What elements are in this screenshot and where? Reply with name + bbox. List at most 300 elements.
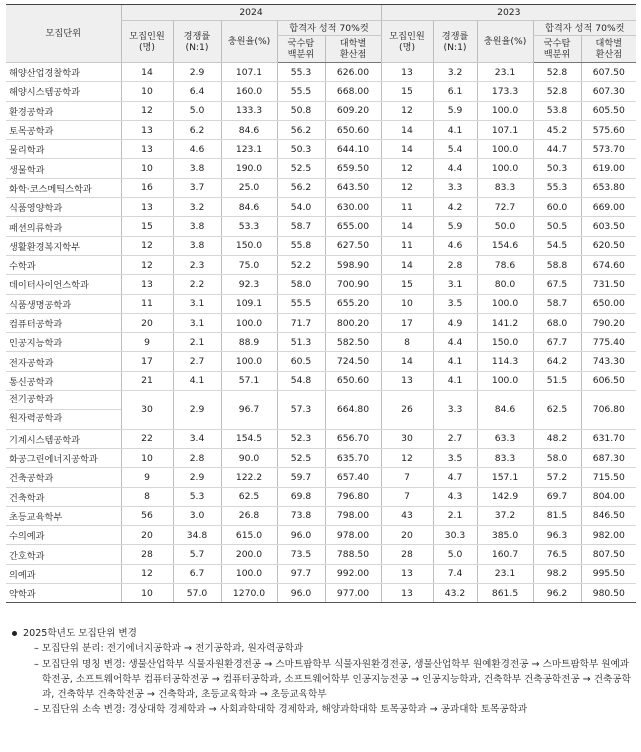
cell-ratio-2024: 3.7 <box>173 178 221 197</box>
cell-quota-2023: 7 <box>381 468 433 487</box>
cell-suneung-2023: 50.5 <box>533 217 581 236</box>
cell-fill-2023: 141.2 <box>477 313 533 332</box>
cell-ratio-2024: 2.9 <box>173 63 221 82</box>
cell-univ-2023: 743.30 <box>581 352 636 371</box>
header-unit: 모집단위 <box>6 5 121 63</box>
cell-suneung-2023: 60.0 <box>533 198 581 217</box>
note-affiliation: 모집단위 소속 변경: 경상대학 경제학과 → 사회과학대학 경제학과, 해양과학대학 토목공학과 → 공과대학 토목공학과 <box>41 704 528 716</box>
table-row <box>6 352 636 371</box>
cell-fill-2023: 114.3 <box>477 352 533 371</box>
cell-ratio-2024: 5.7 <box>173 545 221 564</box>
cell-univ-2023: 603.50 <box>581 217 636 236</box>
cell-fill-2024: 84.6 <box>221 198 277 217</box>
cell-fill-2023: 100.0 <box>477 371 533 390</box>
cell-fill-2023: 861.5 <box>477 584 533 603</box>
cell-fill-2024: 57.1 <box>221 371 277 390</box>
cell-quota-2023: 14 <box>381 217 433 236</box>
cell-quota-2024: 13 <box>121 198 173 217</box>
cell-suneung-2024: 55.5 <box>277 294 325 313</box>
cell-suneung-2023: 67.7 <box>533 333 581 352</box>
cell-univ-2024: 609.20 <box>325 101 381 120</box>
header-year-2024: 2024 <box>121 5 381 21</box>
cell-quota-2024: 13 <box>121 120 173 139</box>
cell-suneung-2024: 54.8 <box>277 371 325 390</box>
cell-ratio-2023: 2.1 <box>433 506 477 525</box>
cell-univ-2023: 607.30 <box>581 82 636 101</box>
cell-fill-2024: 154.5 <box>221 429 277 448</box>
cell-suneung-2023: 96.3 <box>533 526 581 545</box>
table-row <box>6 178 636 197</box>
row-unit-name: 수의예과 <box>6 526 121 545</box>
cell-fill-2023: 100.0 <box>477 294 533 313</box>
cell-suneung-2023: 57.2 <box>533 468 581 487</box>
cell-univ-2024: 977.00 <box>325 584 381 603</box>
cell-quota-2023: 12 <box>381 178 433 197</box>
cell-quota-2023: 12 <box>381 101 433 120</box>
cell-quota-2024: 14 <box>121 63 173 82</box>
header-univ-2024: 대학별 환산점 <box>325 36 381 63</box>
cell-quota-2024: 10 <box>121 159 173 178</box>
cell-univ-2024: 659.50 <box>325 159 381 178</box>
cell-fill-2023: 150.0 <box>477 333 533 352</box>
table-row <box>6 140 636 159</box>
cell-univ-2024: 656.70 <box>325 429 381 448</box>
cell-suneung-2024: 52.3 <box>277 429 325 448</box>
cell-ratio-2023: 4.6 <box>433 236 477 255</box>
cell-quota-2023: 15 <box>381 82 433 101</box>
cell-univ-2023: 575.60 <box>581 120 636 139</box>
cell-ratio-2023: 4.1 <box>433 120 477 139</box>
cell-quota-2024: 20 <box>121 313 173 332</box>
cell-ratio-2024: 3.1 <box>173 313 221 332</box>
header-suneung-2024: 국수탐 백분위 <box>277 36 325 63</box>
cell-suneung-2024: 50.8 <box>277 101 325 120</box>
table-row <box>6 63 636 82</box>
cell-univ-2023: 804.00 <box>581 487 636 506</box>
cell-suneung-2023: 81.5 <box>533 506 581 525</box>
cell-quota-2023: 26 <box>381 391 433 430</box>
cell-suneung-2023: 44.7 <box>533 140 581 159</box>
cell-fill-2024: 150.0 <box>221 236 277 255</box>
cell-ratio-2024: 34.8 <box>173 526 221 545</box>
cell-fill-2023: 63.3 <box>477 429 533 448</box>
cell-ratio-2023: 4.2 <box>433 198 477 217</box>
cell-suneung-2023: 58.0 <box>533 448 581 467</box>
cell-ratio-2024: 57.0 <box>173 584 221 603</box>
cell-suneung-2023: 55.3 <box>533 178 581 197</box>
cell-univ-2023: 674.60 <box>581 255 636 274</box>
cell-univ-2023: 620.50 <box>581 236 636 255</box>
row-unit-name: 약학과 <box>6 584 121 603</box>
cell-univ-2024: 655.00 <box>325 217 381 236</box>
cell-univ-2024: 800.20 <box>325 313 381 332</box>
row-unit-name: 토목공학과 <box>6 120 121 139</box>
cell-quota-2023: 10 <box>381 294 433 313</box>
table-row <box>6 294 636 313</box>
header-year-2023: 2023 <box>381 5 636 21</box>
cell-fill-2023: 160.7 <box>477 545 533 564</box>
cell-suneung-2024: 69.8 <box>277 487 325 506</box>
header-fill-2024: 충원율(%) <box>221 21 277 63</box>
cell-quota-2023: 12 <box>381 159 433 178</box>
cell-univ-2023: 605.50 <box>581 101 636 120</box>
cell-fill-2023: 78.6 <box>477 255 533 274</box>
cell-suneung-2023: 69.7 <box>533 487 581 506</box>
cell-suneung-2024: 55.3 <box>277 63 325 82</box>
cell-ratio-2024: 2.8 <box>173 448 221 467</box>
cell-fill-2024: 615.0 <box>221 526 277 545</box>
note-item: – 모집단위 분리: 전기에너지공학과 → 전기공학과, 원자력공학과 <box>34 643 304 655</box>
cell-quota-2023: 20 <box>381 526 433 545</box>
cell-quota-2023: 13 <box>381 564 433 583</box>
cell-quota-2024: 22 <box>121 429 173 448</box>
cell-ratio-2024: 2.9 <box>173 468 221 487</box>
cell-quota-2023: 13 <box>381 584 433 603</box>
cell-fill-2024: 100.0 <box>221 313 277 332</box>
cell-fill-2023: 385.0 <box>477 526 533 545</box>
cell-ratio-2024: 2.2 <box>173 275 221 294</box>
cell-univ-2024: 657.40 <box>325 468 381 487</box>
cell-fill-2024: 88.9 <box>221 333 277 352</box>
note-item: – 모집단위 명칭 변경: 생물산업학부 식물자원환경전공 → 스마트팜학부 식물자원환경전공, 생물산업학부 원예환경전공 → 스마트팜학부 원예과학전공, 소프트웨어학부 컴퓨터공학전공 → 컴퓨터공학과, 소프트웨어학부 인공지능전공 → 인공지능학과, 건축학부 건축공학전공 → 건축공학과, 건축학부 건축학전공 → 건축학과, 초등교육학과 → 초등교육학부 <box>34 658 631 701</box>
cell-univ-2023: 790.20 <box>581 313 636 332</box>
cell-univ-2023: 715.50 <box>581 468 636 487</box>
cell-fill-2023: 84.6 <box>477 391 533 430</box>
cell-fill-2024: 1270.0 <box>221 584 277 603</box>
cell-suneung-2024: 96.0 <box>277 584 325 603</box>
table-row <box>6 159 636 178</box>
cell-quota-2023: 14 <box>381 255 433 274</box>
cell-suneung-2024: 55.5 <box>277 82 325 101</box>
row-unit-name: 생물학과 <box>6 159 121 178</box>
row-unit-name: 기계시스템공학과 <box>6 429 121 448</box>
cell-univ-2023: 669.00 <box>581 198 636 217</box>
cell-ratio-2023: 4.4 <box>433 159 477 178</box>
row-unit-name: 의예과 <box>6 564 121 583</box>
cell-univ-2024: 598.90 <box>325 255 381 274</box>
cell-quota-2024: 9 <box>121 333 173 352</box>
row-unit-name <box>6 391 121 430</box>
cell-suneung-2023: 48.2 <box>533 429 581 448</box>
cell-suneung-2023: 51.5 <box>533 371 581 390</box>
cell-ratio-2024: 2.7 <box>173 352 221 371</box>
cell-univ-2023: 706.80 <box>581 391 636 430</box>
cell-univ-2024: 796.80 <box>325 487 381 506</box>
cell-ratio-2024: 6.2 <box>173 120 221 139</box>
cell-univ-2024: 664.80 <box>325 391 381 430</box>
cell-suneung-2024: 97.7 <box>277 564 325 583</box>
cell-fill-2023: 157.1 <box>477 468 533 487</box>
cell-quota-2023: 28 <box>381 545 433 564</box>
cell-suneung-2023: 58.8 <box>533 255 581 274</box>
cell-suneung-2024: 58.7 <box>277 217 325 236</box>
row-unit-name: 식품영양학과 <box>6 198 121 217</box>
cell-fill-2023: 83.3 <box>477 448 533 467</box>
cell-fill-2023: 23.1 <box>477 564 533 583</box>
cell-ratio-2023: 5.4 <box>433 140 477 159</box>
cell-quota-2024: 15 <box>121 217 173 236</box>
cell-suneung-2024: 71.7 <box>277 313 325 332</box>
change-notes <box>10 626 632 718</box>
cell-ratio-2023: 6.1 <box>433 82 477 101</box>
cell-univ-2024: 798.00 <box>325 506 381 525</box>
cell-fill-2024: 100.0 <box>221 564 277 583</box>
table-row <box>6 429 636 448</box>
cell-quota-2024: 10 <box>121 82 173 101</box>
notes-title-text: 2025학년도 모집단위 변경 <box>23 628 137 639</box>
cell-fill-2023: 100.0 <box>477 140 533 159</box>
cell-univ-2024: 630.00 <box>325 198 381 217</box>
cell-suneung-2023: 62.5 <box>533 391 581 430</box>
table-row <box>6 468 636 487</box>
cell-ratio-2023: 4.4 <box>433 333 477 352</box>
table-row <box>6 255 636 274</box>
cell-ratio-2023: 43.2 <box>433 584 477 603</box>
cell-quota-2024: 21 <box>121 371 173 390</box>
cell-quota-2023: 12 <box>381 448 433 467</box>
cell-quota-2024: 9 <box>121 468 173 487</box>
cell-univ-2023: 573.70 <box>581 140 636 159</box>
cell-fill-2024: 96.7 <box>221 391 277 430</box>
cell-ratio-2024: 4.6 <box>173 140 221 159</box>
table-row <box>6 526 636 545</box>
cell-quota-2024: 10 <box>121 584 173 603</box>
cell-quota-2023: 11 <box>381 236 433 255</box>
cell-fill-2023: 37.2 <box>477 506 533 525</box>
cell-ratio-2023: 3.3 <box>433 391 477 430</box>
cell-suneung-2024: 57.3 <box>277 391 325 430</box>
cell-ratio-2023: 3.5 <box>433 448 477 467</box>
table-row <box>6 506 636 525</box>
cell-suneung-2023: 68.0 <box>533 313 581 332</box>
cell-suneung-2024: 51.3 <box>277 333 325 352</box>
cell-suneung-2024: 73.8 <box>277 506 325 525</box>
cell-quota-2024: 13 <box>121 275 173 294</box>
cell-quota-2023: 17 <box>381 313 433 332</box>
cell-quota-2024: 13 <box>121 140 173 159</box>
cell-ratio-2023: 4.1 <box>433 352 477 371</box>
cell-univ-2023: 980.50 <box>581 584 636 603</box>
cell-ratio-2024: 3.1 <box>173 294 221 313</box>
cell-fill-2024: 26.8 <box>221 506 277 525</box>
row-unit-name: 환경공학과 <box>6 101 121 120</box>
cell-suneung-2024: 56.2 <box>277 178 325 197</box>
cell-suneung-2023: 58.7 <box>533 294 581 313</box>
cell-univ-2023: 775.40 <box>581 333 636 352</box>
cell-quota-2023: 13 <box>381 371 433 390</box>
cell-ratio-2023: 4.9 <box>433 313 477 332</box>
cell-univ-2024: 650.60 <box>325 120 381 139</box>
cell-suneung-2024: 58.0 <box>277 275 325 294</box>
cell-ratio-2024: 2.9 <box>173 391 221 430</box>
cell-suneung-2024: 52.5 <box>277 159 325 178</box>
cell-ratio-2023: 7.4 <box>433 564 477 583</box>
cell-quota-2024: 30 <box>121 391 173 430</box>
cell-quota-2024: 12 <box>121 564 173 583</box>
cell-fill-2024: 107.1 <box>221 63 277 82</box>
cell-suneung-2024: 60.5 <box>277 352 325 371</box>
cell-ratio-2023: 3.2 <box>433 63 477 82</box>
cell-quota-2023: 43 <box>381 506 433 525</box>
notes-title <box>10 626 632 641</box>
cell-quota-2023: 13 <box>381 63 433 82</box>
header-quota-2024: 모집인원 (명) <box>121 21 173 63</box>
row-unit-name: 화공그린에너지공학과 <box>6 448 121 467</box>
table-row <box>6 564 636 583</box>
cell-ratio-2023: 2.8 <box>433 255 477 274</box>
cell-fill-2023: 100.0 <box>477 159 533 178</box>
cell-quota-2024: 11 <box>121 294 173 313</box>
cell-univ-2023: 731.50 <box>581 275 636 294</box>
table-body <box>6 63 636 603</box>
row-unit-name: 간호학과 <box>6 545 121 564</box>
bullet-icon <box>12 631 17 636</box>
cell-quota-2024: 20 <box>121 526 173 545</box>
row-unit-name-line: 전기공학과 <box>9 391 121 410</box>
cell-ratio-2023: 2.7 <box>433 429 477 448</box>
cell-suneung-2024: 56.2 <box>277 120 325 139</box>
cell-ratio-2024: 3.0 <box>173 506 221 525</box>
cell-suneung-2023: 52.8 <box>533 82 581 101</box>
cell-univ-2023: 982.00 <box>581 526 636 545</box>
cell-ratio-2023: 4.1 <box>433 371 477 390</box>
cell-ratio-2023: 5.9 <box>433 217 477 236</box>
cell-univ-2023: 995.50 <box>581 564 636 583</box>
row-unit-name: 건축공학과 <box>6 468 121 487</box>
cell-suneung-2024: 73.5 <box>277 545 325 564</box>
header-fill-2023: 충원율(%) <box>477 21 533 63</box>
cell-fill-2024: 62.5 <box>221 487 277 506</box>
cell-quota-2023: 7 <box>381 487 433 506</box>
cell-univ-2023: 607.50 <box>581 63 636 82</box>
row-unit-name: 건축학과 <box>6 487 121 506</box>
cell-ratio-2023: 5.0 <box>433 545 477 564</box>
row-unit-name: 통신공학과 <box>6 371 121 390</box>
cell-fill-2023: 173.3 <box>477 82 533 101</box>
header-ratio-2024: 경쟁률 (N:1) <box>173 21 221 63</box>
cell-fill-2023: 83.3 <box>477 178 533 197</box>
cell-ratio-2024: 3.8 <box>173 236 221 255</box>
cell-fill-2024: 123.1 <box>221 140 277 159</box>
cell-fill-2024: 92.3 <box>221 275 277 294</box>
header-quota-2023: 모집인원 (명) <box>381 21 433 63</box>
row-unit-name: 해양시스템공학과 <box>6 82 121 101</box>
cell-quota-2023: 14 <box>381 120 433 139</box>
cell-quota-2023: 15 <box>381 275 433 294</box>
row-unit-name: 인공지능학과 <box>6 333 121 352</box>
header-suneung-2023: 국수탐 백분위 <box>533 36 581 63</box>
cell-ratio-2024: 2.1 <box>173 333 221 352</box>
cell-suneung-2023: 96.2 <box>533 584 581 603</box>
row-unit-name: 패션의류학과 <box>6 217 121 236</box>
cell-suneung-2024: 96.0 <box>277 526 325 545</box>
cell-suneung-2024: 52.2 <box>277 255 325 274</box>
cell-fill-2024: 100.0 <box>221 352 277 371</box>
cell-suneung-2023: 53.8 <box>533 101 581 120</box>
table-row <box>6 101 636 120</box>
cell-ratio-2023: 30.3 <box>433 526 477 545</box>
cell-quota-2024: 56 <box>121 506 173 525</box>
cell-ratio-2023: 5.9 <box>433 101 477 120</box>
cell-fill-2023: 154.6 <box>477 236 533 255</box>
cell-univ-2024: 626.00 <box>325 63 381 82</box>
table-row <box>6 545 636 564</box>
cell-ratio-2023: 3.3 <box>433 178 477 197</box>
cell-suneung-2023: 98.2 <box>533 564 581 583</box>
cell-suneung-2023: 67.5 <box>533 275 581 294</box>
cell-suneung-2023: 76.5 <box>533 545 581 564</box>
cell-fill-2024: 160.0 <box>221 82 277 101</box>
cell-suneung-2024: 59.7 <box>277 468 325 487</box>
note-rename: 모집단위 명칭 변경: 생물산업학부 식물자원환경전공 → 스마트팜학부 식물자원환경전공, 생물산업학부 원예환경전공 → 스마트팜학부 원예과학전공, 소프트웨어학부 컴퓨터공학전공 → 컴퓨터공학과, 소프트웨어학부 인공지능전공 → 인공지능학과, 건축학부 건축공학전공 → 건축공학과, 건축학부 건축학전공 → 건축학과, 초등교육학과 → 초등교육학부 <box>41 658 631 701</box>
cell-univ-2023: 687.30 <box>581 448 636 467</box>
cell-fill-2024: 75.0 <box>221 255 277 274</box>
cell-suneung-2023: 64.2 <box>533 352 581 371</box>
row-unit-name: 생활환경복지학부 <box>6 236 121 255</box>
cell-quota-2024: 12 <box>121 255 173 274</box>
row-unit-name: 물리학과 <box>6 140 121 159</box>
table-row <box>6 584 636 603</box>
table-row <box>6 198 636 217</box>
cell-ratio-2024: 3.8 <box>173 217 221 236</box>
cell-fill-2024: 90.0 <box>221 448 277 467</box>
cell-fill-2023: 100.0 <box>477 101 533 120</box>
cell-fill-2024: 200.0 <box>221 545 277 564</box>
cell-univ-2024: 788.50 <box>325 545 381 564</box>
cell-ratio-2024: 3.8 <box>173 159 221 178</box>
cell-quota-2024: 12 <box>121 101 173 120</box>
cell-ratio-2024: 5.0 <box>173 101 221 120</box>
cell-suneung-2023: 54.5 <box>533 236 581 255</box>
cell-fill-2023: 80.0 <box>477 275 533 294</box>
cell-univ-2024: 650.60 <box>325 371 381 390</box>
admissions-results-table <box>6 4 636 603</box>
cell-fill-2023: 107.1 <box>477 120 533 139</box>
cell-quota-2024: 8 <box>121 487 173 506</box>
row-unit-name: 데이터사이언스학과 <box>6 275 121 294</box>
table-row <box>6 371 636 390</box>
cell-quota-2024: 17 <box>121 352 173 371</box>
cell-fill-2024: 109.1 <box>221 294 277 313</box>
cell-fill-2024: 25.0 <box>221 178 277 197</box>
note-item: – 모집단위 소속 변경: 경상대학 경제학과 → 사회과학대학 경제학과, 해양과학대학 토목공학과 → 공과대학 토목공학과 <box>34 704 528 716</box>
cell-quota-2023: 14 <box>381 140 433 159</box>
cell-univ-2024: 668.00 <box>325 82 381 101</box>
row-unit-name: 초등교육학부 <box>6 506 121 525</box>
cell-fill-2023: 23.1 <box>477 63 533 82</box>
cell-ratio-2024: 3.4 <box>173 429 221 448</box>
row-unit-name: 해양산업경찰학과 <box>6 63 121 82</box>
cell-fill-2024: 122.2 <box>221 468 277 487</box>
cell-ratio-2024: 2.3 <box>173 255 221 274</box>
table-row <box>6 120 636 139</box>
cell-univ-2023: 846.50 <box>581 506 636 525</box>
cell-quota-2023: 14 <box>381 352 433 371</box>
cell-univ-2023: 807.50 <box>581 545 636 564</box>
row-unit-name: 식품생명공학과 <box>6 294 121 313</box>
cell-univ-2023: 653.80 <box>581 178 636 197</box>
cell-univ-2024: 992.00 <box>325 564 381 583</box>
table-row <box>6 391 636 430</box>
cell-univ-2023: 619.00 <box>581 159 636 178</box>
cell-fill-2024: 84.6 <box>221 120 277 139</box>
cell-suneung-2023: 50.3 <box>533 159 581 178</box>
cell-univ-2024: 582.50 <box>325 333 381 352</box>
header-cut-2024: 합격자 성적 70%컷 <box>277 21 381 36</box>
cell-ratio-2024: 5.3 <box>173 487 221 506</box>
cell-univ-2024: 627.50 <box>325 236 381 255</box>
cell-univ-2024: 724.50 <box>325 352 381 371</box>
